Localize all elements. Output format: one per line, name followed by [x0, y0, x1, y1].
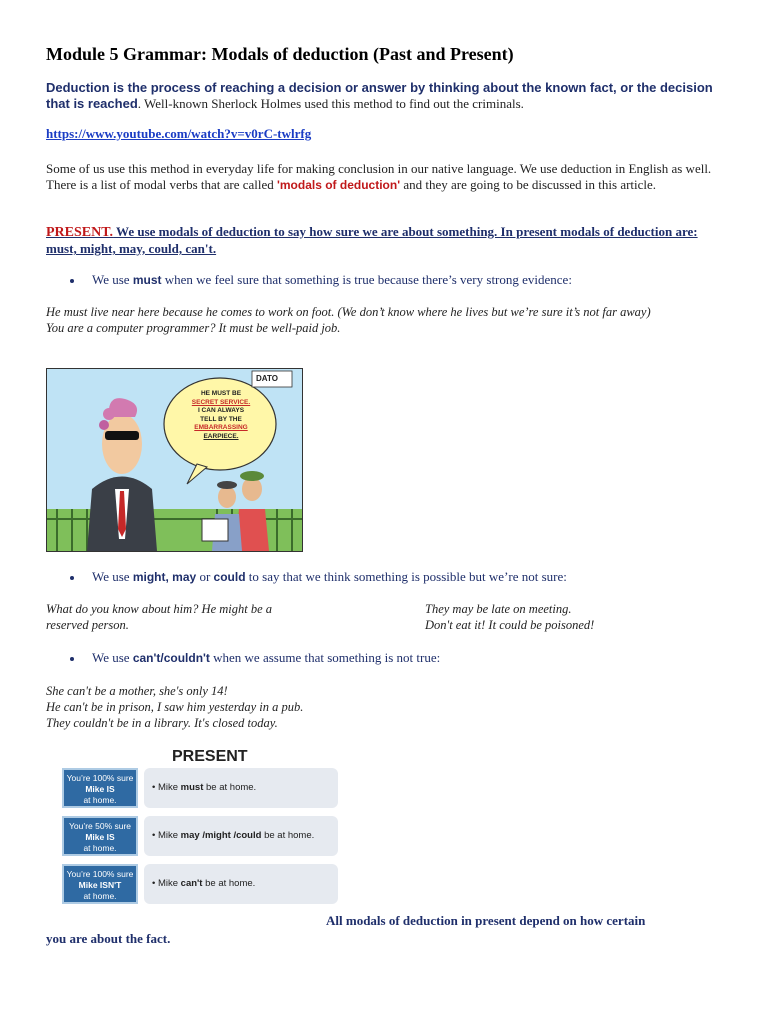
- label-line: at home.: [83, 795, 117, 805]
- label-line: at home.: [83, 891, 117, 901]
- table-heading: PRESENT: [172, 748, 248, 765]
- example-sentence: You are a computer programmer? It must be well-paid job.: [46, 321, 341, 335]
- present-heading-text: We use modals of deduction to say how sure we are about something. In present modals of deduction are: must, might, may, could, can't.: [46, 224, 698, 256]
- label-line: Mike ISN'T: [78, 880, 122, 890]
- deduction-definition: Deduction is the process of reaching a decision or answer by thinking about the known fact, or the decision that is reached: [46, 80, 713, 111]
- cell-text-end: be at home.: [261, 830, 315, 841]
- certainty-label: [62, 864, 138, 904]
- present-summary-table: [46, 742, 326, 914]
- example-sentence: He can't be in prison, I saw him yesterday in a pub.: [46, 700, 304, 714]
- youtube-link[interactable]: https://www.youtube.com/watch?v=v0rC-twlrfg: [46, 126, 312, 141]
- bullet-text-mid: or: [196, 569, 214, 584]
- cell-text: • Mike: [152, 878, 181, 889]
- bubble-line: TELL BY THE: [200, 415, 242, 423]
- bullet-cant: [70, 650, 440, 666]
- bullet-bold: must: [132, 273, 162, 287]
- footer-line: you are about the fact.: [46, 931, 171, 946]
- present-heading: [46, 224, 726, 257]
- example-cell: [144, 768, 338, 808]
- cartoon-image: [46, 368, 303, 552]
- bullet-dot: [70, 657, 74, 661]
- intro-rest: . Well-known Sherlock Holmes used this method to find out the criminals.: [137, 96, 524, 111]
- bullet-bold: can't/couldn't: [132, 651, 210, 665]
- label-line: at home.: [83, 843, 117, 853]
- bubble-line: HE MUST BE: [200, 390, 242, 397]
- bullet-text-end: to say that we think something is possible but we’re not sure:: [245, 569, 567, 584]
- paragraph-text: Some of us use this method in everyday life for making conclusion in our native language. We use deduction in English as well. There is a list of modal verbs that are called: [46, 161, 712, 192]
- bullet-text: We use: [92, 569, 133, 584]
- present-label: PRESENT.: [46, 225, 114, 240]
- example-sentence: What do you know about him? He might be a: [46, 602, 273, 616]
- examples-might-left: [46, 601, 376, 633]
- examples-might-right: [425, 601, 725, 633]
- label-line: You’re 100% sure: [66, 869, 134, 879]
- bullet-dot: [70, 576, 74, 580]
- example-sentence: Don't eat it! It could be poisoned!: [425, 618, 595, 632]
- footer-note: [46, 912, 726, 948]
- example-sentence: She can't be a mother, she's only 14!: [46, 684, 228, 698]
- example-sentence: They couldn't be in a library. It's closed today.: [46, 716, 278, 730]
- modals-highlight: 'modals of deduction': [277, 178, 401, 192]
- bullet-text-end: when we assume that something is not true:: [209, 650, 441, 665]
- certainty-label: [62, 816, 138, 856]
- bullet-text: We use: [92, 650, 133, 665]
- bubble-line: I CAN ALWAYS: [197, 407, 245, 414]
- paragraph-text-end: and they are going to be discussed in this article.: [400, 177, 657, 192]
- bullet-text-end: when we feel sure that something is true because there’s very strong evidence:: [161, 272, 572, 287]
- cell-text-end: be at home.: [203, 782, 257, 793]
- cell-bold: can't: [180, 878, 203, 889]
- example-cell: [144, 864, 338, 904]
- cell-text: • Mike: [152, 782, 181, 793]
- cartoon-signature: DATO: [256, 374, 278, 383]
- cell-text: • Mike: [152, 830, 181, 841]
- label-line: Mike IS: [85, 832, 115, 842]
- label-line: You’re 100% sure: [66, 773, 134, 783]
- examples-cant: [46, 683, 726, 731]
- example-sentence: They may be late on meeting.: [425, 602, 572, 616]
- label-line: Mike IS: [85, 784, 115, 794]
- cell-text-end: be at home.: [202, 878, 256, 889]
- example-cell: [144, 816, 338, 856]
- label-line: You’re 50% sure: [68, 821, 132, 831]
- cell-bold: may /might /could: [180, 830, 262, 841]
- footer-line: All modals of deduction in present depend on how certain: [326, 913, 646, 928]
- bullet-text: We use: [92, 272, 133, 287]
- bullet-bold: could: [213, 570, 246, 584]
- bubble-line: SECRET SERVICE.: [191, 398, 251, 406]
- body-paragraph: [46, 161, 726, 193]
- page-title: Module 5 Grammar: Modals of deduction (Past and Present): [46, 44, 514, 64]
- intro-paragraph: [46, 80, 726, 112]
- bullet-must: [70, 272, 572, 288]
- bullet-dot: [70, 279, 74, 283]
- examples-must: [46, 304, 726, 336]
- bubble-line: EARPIECE.: [203, 432, 239, 440]
- example-sentence: He must live near here because he comes to work on foot. (We don’t know where he lives but we’re sure it’s not far away): [46, 305, 651, 319]
- bullet-bold: might, may: [132, 570, 197, 584]
- certainty-label: [62, 768, 138, 808]
- bubble-line: EMBARRASSING: [194, 424, 248, 431]
- speech-bubble-text: [174, 390, 268, 441]
- bullet-might: [70, 569, 567, 585]
- cell-bold: must: [180, 782, 204, 793]
- example-sentence: reserved person.: [46, 618, 129, 632]
